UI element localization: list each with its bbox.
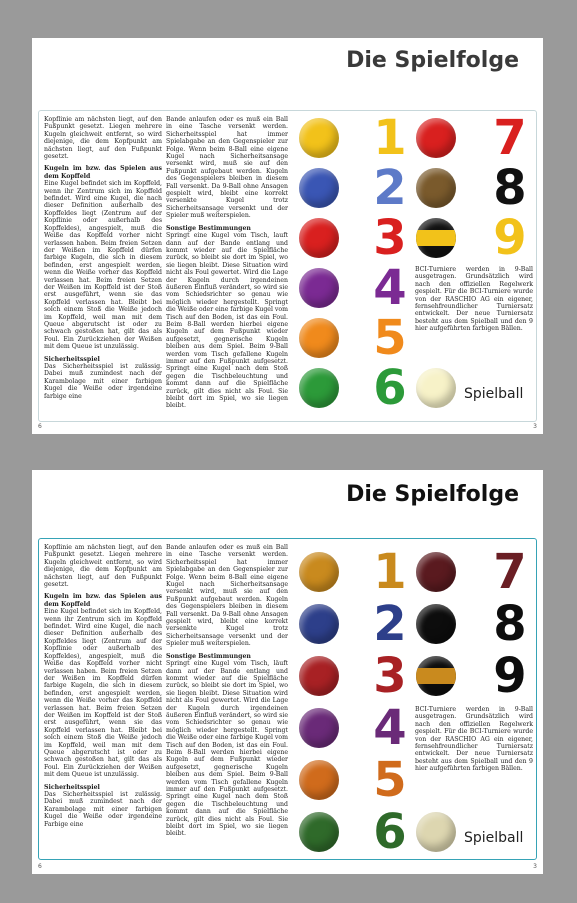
number-8: 8 bbox=[493, 160, 527, 216]
ball-6 bbox=[299, 812, 339, 852]
ball-1 bbox=[299, 552, 339, 592]
number-6: 6 bbox=[373, 360, 407, 416]
number-2: 2 bbox=[373, 596, 407, 652]
paragraph: Das Sicherheitsspiel ist zulässig. Dabei muß zumindest nach der Karambolage mit einer farbigen Kugel die Weiße oder irgendeine farbige eine bbox=[44, 363, 162, 400]
paragraph: Das Sicherheitsspiel ist zulässig. Dabei muß zumindest nach der Karambolage mit einer farbigen Kugel die Weiße oder irgendeine Farbige eine bbox=[44, 791, 162, 828]
text-column-left bbox=[44, 544, 162, 856]
page-bottom bbox=[32, 470, 543, 874]
ball-5 bbox=[299, 318, 339, 358]
section-heading: Kugeln im bzw. das Spielen aus dem Kopffeld bbox=[44, 165, 162, 180]
page-number-left: 6 bbox=[38, 423, 42, 430]
number-2: 2 bbox=[373, 160, 407, 216]
paragraph: Bande anlaufen oder es muß ein Ball in eine Tasche versenkt werden. Sicherheitsspiel hat immer Spielabgabe an den Gegenspieler zur Folge. Wenn beim 8-Ball eine eigene Kugel nach Sicherheitsansage versenkt wird, muß sie auf den Fußpunkt aufgebaut werden. Kugeln des Gegenspielers bleiben in diesem Fall versenkt. Da 9-Ball ohne Ansagen gespielt wird, bleibt eine korrekt versenkte Kugel trotz Sicherheitsansage versenkt und der Spieler muß weiterspielen. bbox=[166, 116, 288, 220]
section-heading: Sicherheitsspiel bbox=[44, 355, 100, 363]
number-9: 9 bbox=[493, 648, 527, 704]
cue-ball bbox=[416, 368, 456, 408]
ball-5 bbox=[299, 760, 339, 800]
number-1: 1 bbox=[373, 110, 407, 166]
page-number-right: 3 bbox=[533, 863, 537, 870]
page-title: Die Spielfolge bbox=[346, 482, 519, 507]
section-heading: Sonstige Bestimmungen bbox=[166, 224, 251, 232]
ball-3 bbox=[299, 656, 339, 696]
ball-2 bbox=[299, 168, 339, 208]
page-number-right: 3 bbox=[533, 423, 537, 430]
number-8: 8 bbox=[493, 596, 527, 652]
ball-9 bbox=[416, 656, 456, 696]
number-3: 3 bbox=[373, 210, 407, 266]
section-heading: Kugeln im bzw. das Spielen aus dem Kopffeld bbox=[44, 593, 162, 608]
ball-4 bbox=[299, 268, 339, 308]
paragraph: Kopflinie am nächsten liegt, auf den Fußpunkt gesetzt. Liegen mehrere Kugeln gleichweit entfernt, so wird diejenige, die dem Kopfpunkt am nächsten liegt, auf den Fußpunkt gesetzt. bbox=[44, 544, 162, 589]
number-4: 4 bbox=[373, 700, 407, 756]
number-7: 7 bbox=[493, 110, 527, 166]
paragraph: Bande anlaufen oder es muß ein Ball in eine Tasche versenkt werden. Sicherheitsspiel hat immer Spielabgabe an den Gegenspieler zur Folge. Wenn beim 8-Ball eine eigene Kugel nach Sicherheitsansage versenkt wird, muß sie auf den Fußpunkt aufgebaut werden. Kugeln des Gegenspielers bleiben in diesem Fall versenkt. Da 9-Ball ohne Ansagen gespielt wird, bleibt eine korrekt versenkte Kugel trotz Sicherheitsansage versenkt und der Spieler muß weiterspielen. bbox=[166, 544, 288, 648]
paragraph: Eine Kugel befindet sich im Kopffeld, wenn ihr Zentrum sich im Kopffeld befindet. Wird eine Kugel, die nach dieser Definition außerhalb des Kopffeldes liegt (Zentrum auf der Kopflinie oder außerhalb des Kopffeldes), angespielt, muß die Weiße das Kopffeld vorher nicht verlassen haben. Beim freien Setzen der Weißen im Kopffeld dürfen farbige Kugeln, die sich in diesem befinden, erst angespielt werden, wenn die Weiße vorher das Kopffeld verlassen hat. Beim freien Setzen der Weißen im Kopffeld ist der Stoß erst ausgeführt, wenn sie das Kopffeld verlassen hat. Bleibt bei solch einem Stoß die Weiße jedoch im Kopffeld, weil man mit dem Queue abgerutscht ist oder zu schwach gestoßen hat, gilt das als Foul. Ein Zurückziehen der Weißen mit dem Queue ist unzulässig. bbox=[44, 608, 162, 779]
text-column-middle bbox=[166, 544, 288, 856]
ball-8 bbox=[416, 168, 456, 208]
ball-4 bbox=[299, 708, 339, 748]
paragraph: Springt eine Kugel vom Tisch, läuft dann auf der Bande entlang und kommt wieder auf die Spielfläche zurück, so bleibt sie dort im Spiel, wo sie liegen bleibt. Diese Situation wird nicht als Foul gewertet. Wird die Lage der Kugeln durch irgendeinen äußeren Einfluß verändert, so wird sie vom Schiedsrichter so genau wie möglich wieder hergestellt. Springt die Weiße oder eine farbige Kugel vom Tisch auf den Boden, ist das ein Foul. Beim 8-Ball werden hierbei eigene Kugeln auf dem Fußpunkt wieder aufgesetzt, gegnerische Kugeln bleiben aus dem Spiel. Beim 9-Ball werden vom Tisch gefallene Kugeln immer auf den Fußpunkt aufgesetzt. Springt eine Kugel nach dem Stoß gegen die Tischbeleuchtung und kommt dann auf die Spielfläche zurück, gilt dies nicht als Foul. Sie bleibt dort im Spiel, wo sie liegen bleibt. bbox=[166, 660, 288, 838]
ball-3 bbox=[299, 218, 339, 258]
page-number-left: 6 bbox=[38, 863, 42, 870]
tournament-info-text: BCI-Turniere werden in 9-Ball ausgetragen. Grundsätzlich wird nach den offiziellen Regelwerk gespielt. Für die BCI-Turniere wurde von der RASCHIO AG ein eigener, fernsehfreundlicher Turniersatz entwickelt. Der neue Turniersatz besteht aus dem Spielball und den 9 hier aufgeführten farbigen Bällen. bbox=[415, 706, 533, 773]
ball-1 bbox=[299, 118, 339, 158]
cue-ball-label: Spielball bbox=[464, 386, 524, 402]
stripe-band bbox=[416, 230, 456, 246]
ball-8 bbox=[416, 604, 456, 644]
page-top bbox=[32, 38, 543, 434]
ball-9 bbox=[416, 218, 456, 258]
number-4: 4 bbox=[373, 260, 407, 316]
ball-6 bbox=[299, 368, 339, 408]
paragraph: Eine Kugel befindet sich im Kopffeld, wenn ihr Zentrum sich im Kopffeld befindet. Wird eine Kugel, die nach dieser Definition außerhalb des Kopffeldes liegt (Zentrum auf der Kopflinie oder außerhalb des Kopffeldes), angespielt, muß die Weiße das Kopffeld vorher nicht verlassen haben. Beim freien Setzen der Weißen im Kopffeld dürfen farbige Kugeln, die sich in diesem befinden, erst angespielt werden, wenn die Weiße vorher das Kopffeld verlassen hat. Beim freien Setzen der Weißen im Kopffeld ist der Stoß erst ausgeführt, wenn sie das Kopffeld verlassen hat. Bleibt bei solch einem Stoß die Weiße jedoch im Kopffeld, weil man mit dem Queue abgerutscht ist oder zu schwach gestoßen hat, gilt das als Foul. Ein Zurückziehen der Weißen mit dem Queue ist unzulässig. bbox=[44, 180, 162, 351]
text-column-middle bbox=[166, 116, 288, 416]
paragraph: Kopflinie am nächsten liegt, auf den Fußpunkt gesetzt. Liegen mehrere Kugeln gleichweit entfernt, so wird diejenige, die dem Kopfpunkt am nächsten liegt, auf den Fußpunkt gesetzt. bbox=[44, 116, 162, 161]
cue-ball bbox=[416, 812, 456, 852]
number-3: 3 bbox=[373, 648, 407, 704]
number-7: 7 bbox=[493, 544, 527, 600]
stripe-band bbox=[416, 668, 456, 684]
number-1: 1 bbox=[373, 544, 407, 600]
number-6: 6 bbox=[373, 804, 407, 860]
paragraph: Springt eine Kugel vom Tisch, lauft dann auf der Bande entlang und kommt wieder auf die Spielfläche zurück, so bleibt sie dort im Spiel, wo sie liegen bleibt. Diese Situation wird nicht als Foul gewertet. Wird die Lage der Kugeln durch irgendeinen äußeren Einfluß verändert, so wird sie vom Schiedsrichter so genau wie möglich wieder hergestellt. Springt die Weiße oder eine farbige Kugel vom Tisch auf den Boden, ist das ein Foul. Beim 8-Ball werden hierbei eigene Kugeln auf dem Fußpunkt wieder aufgesetzt, gegnerische Kugeln bleiben aus dem Spiel. Beim 9-Ball werden vom Tisch gefallene Kugeln immer auf den Fußpunkt aufgesetzt. Springt eine Kugel nach dem Stoß gegen die Tischbeleuchtung und kommt dann auf die Spielfläche zurück, gilt dies nicht als Foul. Sie bleibt dort im Spiel, wo sie liegen bleibt. bbox=[166, 232, 288, 410]
ball-7 bbox=[416, 118, 456, 158]
ball-7 bbox=[416, 552, 456, 592]
section-heading: Sonstige Bestimmungen bbox=[166, 652, 251, 660]
number-5: 5 bbox=[373, 310, 407, 366]
cue-ball-label: Spielball bbox=[464, 830, 524, 846]
number-5: 5 bbox=[373, 752, 407, 808]
page-title: Die Spielfolge bbox=[346, 48, 519, 73]
number-9: 9 bbox=[493, 210, 527, 266]
ball-2 bbox=[299, 604, 339, 644]
section-heading: Sicherheitsspiel bbox=[44, 783, 100, 791]
text-column-left bbox=[44, 116, 162, 416]
tournament-info-text: BCI-Turniere werden in 9-Ball ausgetragen. Grundsätzlich wird nach den offiziellen Regelwerk gespielt. Für die BCI-Turniere wurde von der RASCHIO AG ein eigener, fernsehfreundlicher Turniersatz entwickelt. Der neue Turniersatz besteht aus dem Spielball und den 9 hier aufgeführten farbigen Bällen. bbox=[415, 266, 533, 333]
